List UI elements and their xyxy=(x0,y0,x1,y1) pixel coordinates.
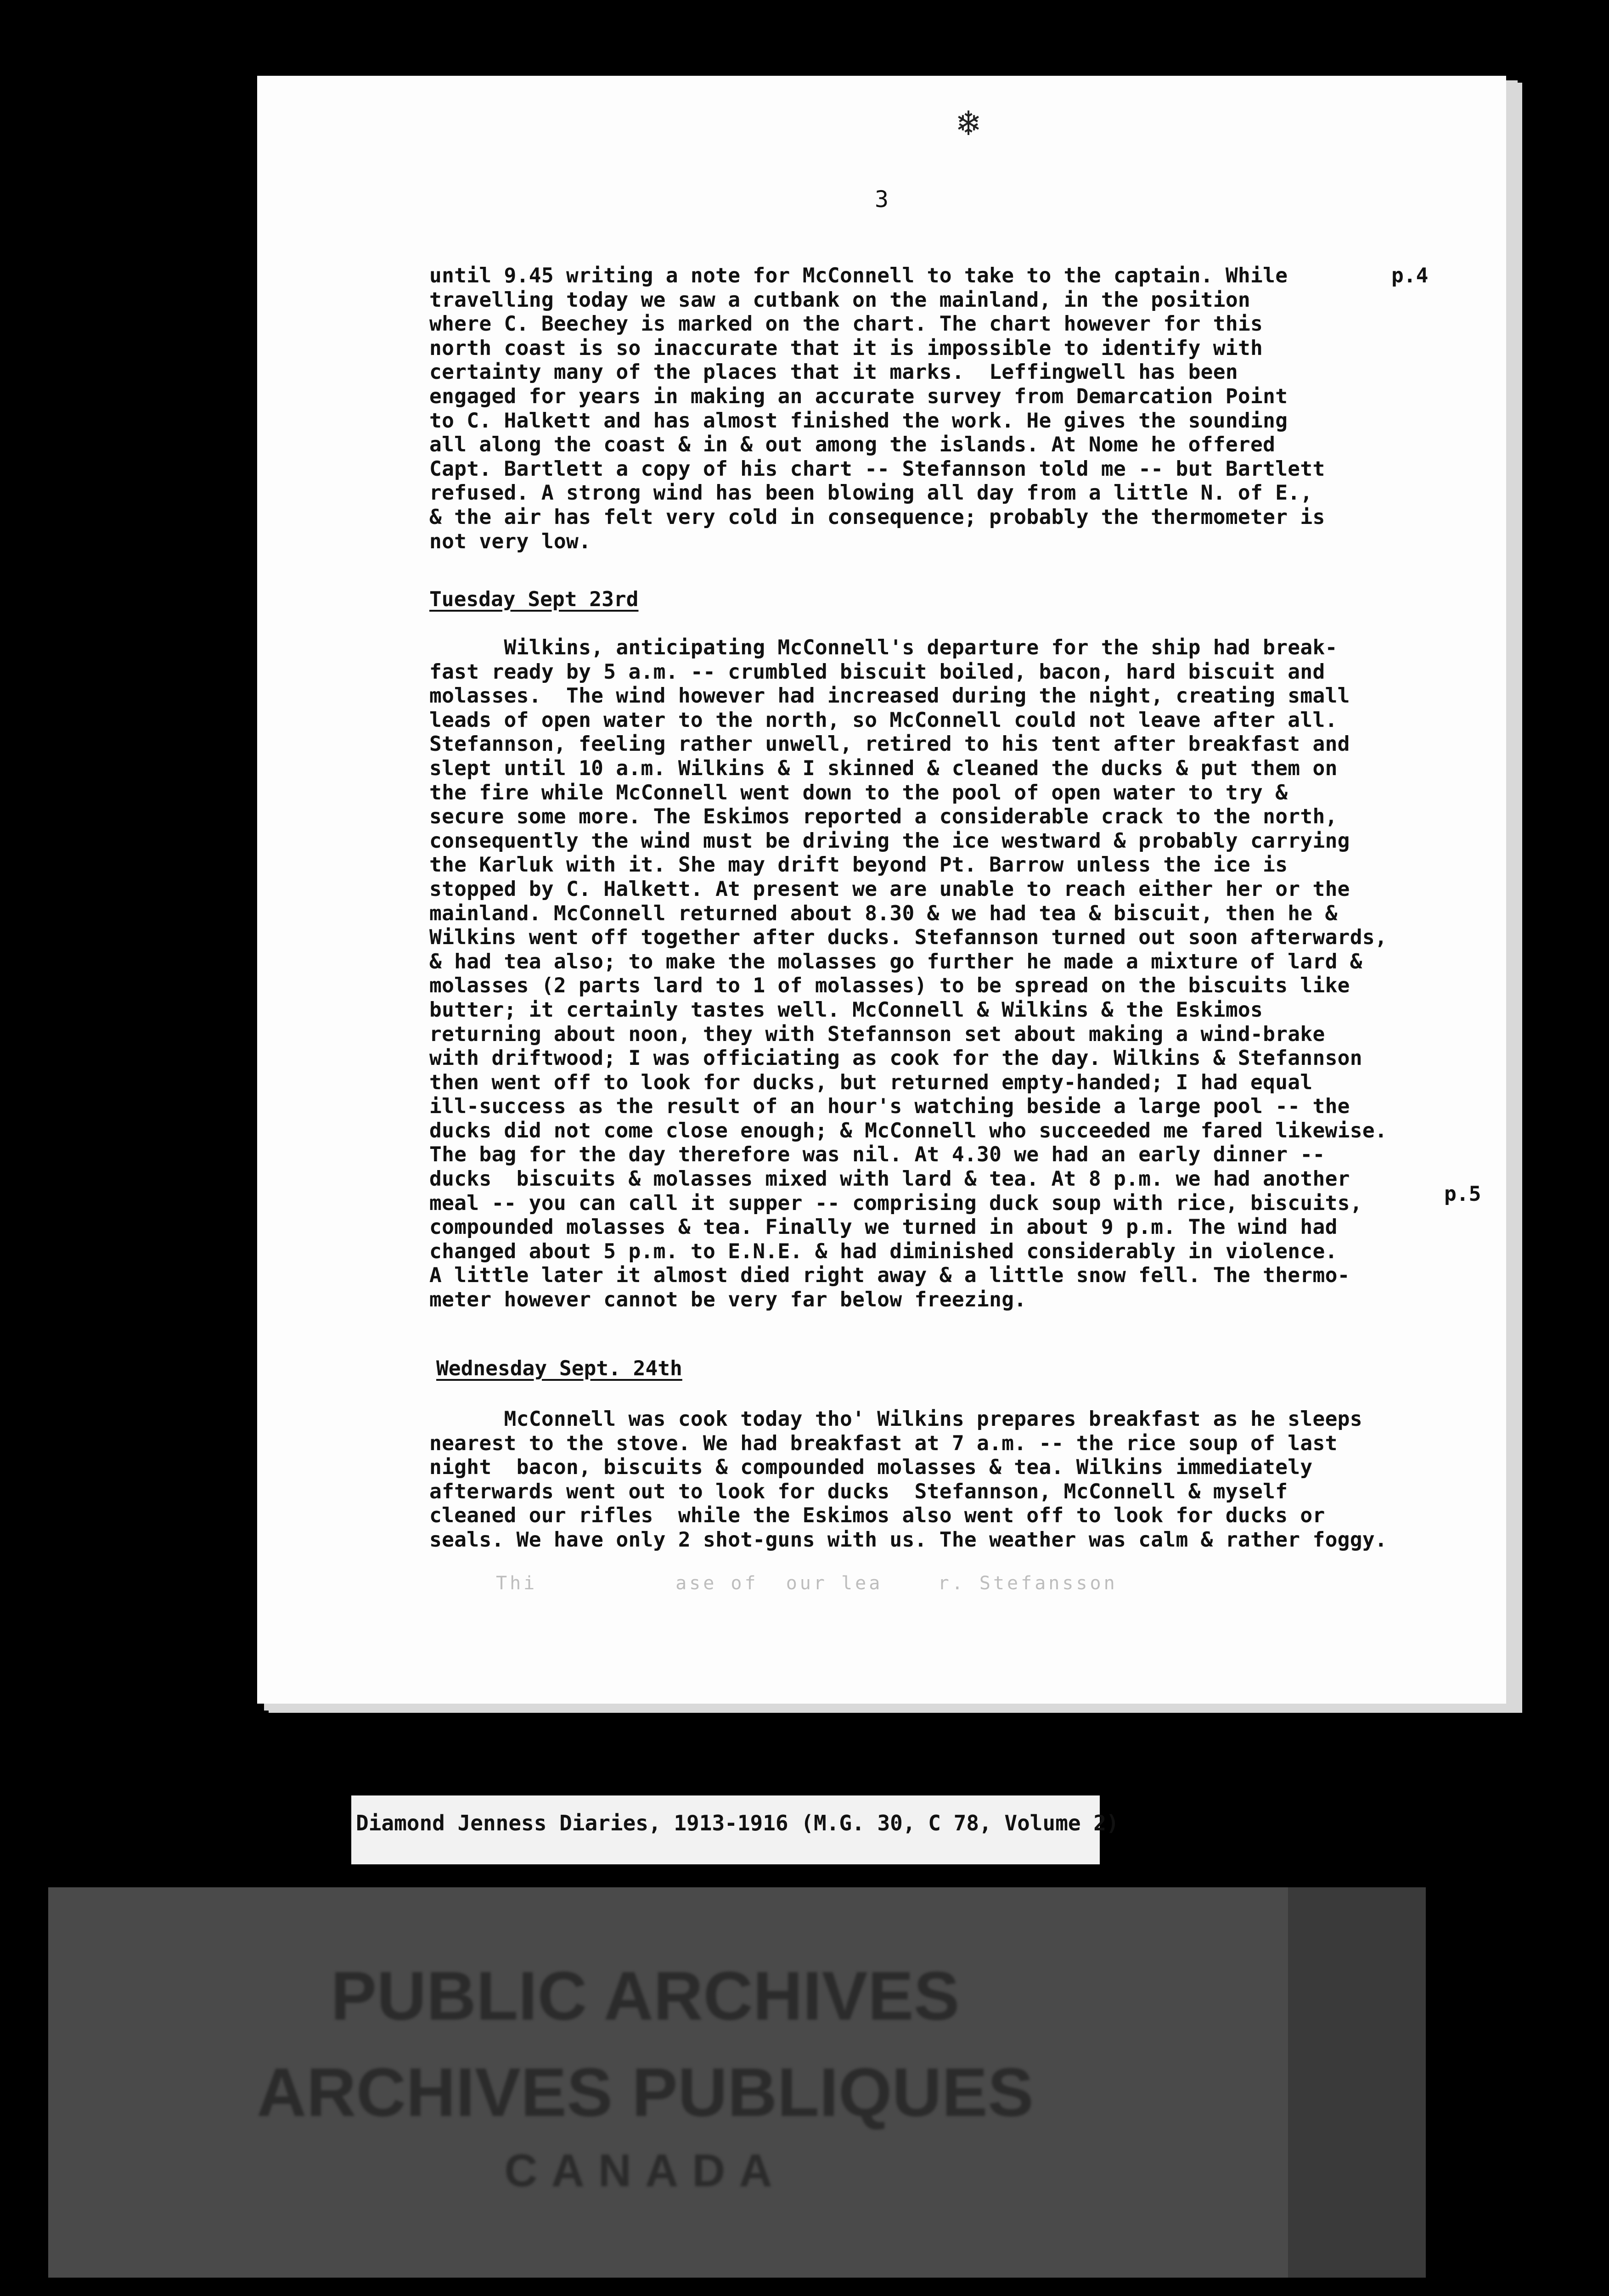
entry-heading-sept-24: Wednesday Sept. 24th xyxy=(436,1357,682,1380)
archives-line-3: CANADA xyxy=(504,2145,786,2196)
archive-caption-label: Diamond Jenness Diaries, 1913-1916 (M.G. 30, C 78, Volume 2) xyxy=(351,1795,1100,1864)
entry-heading-sept-23: Tuesday Sept 23rd xyxy=(429,588,639,611)
paragraph-sept-24: McConnell was cook today tho' Wilkins prepares breakfast as he sleeps nearest to the stove. We had breakfast at 7 a.m. -- the rice soup of last night bacon, biscuits & compounded molasses & tea. Wilkins immediately afterwards went out to look for ducks Stefannson, McConnell & myself cleaned our rifles while the Eskimos also went off to look for ducks or seals. We have only 2 shot-guns with us. The weather was calm & rather foggy. xyxy=(429,1407,1388,1552)
archives-line-2: ARCHIVES PUBLIQUES xyxy=(257,2054,1034,2131)
handwritten-mark-icon: ❄ xyxy=(957,101,980,144)
page-number: 3 xyxy=(874,186,889,213)
margin-note-p5: p.5 xyxy=(1444,1182,1481,1206)
document-page xyxy=(257,76,1506,1704)
margin-note-p4: p.4 xyxy=(1391,264,1429,287)
card-shadow xyxy=(1288,1887,1426,2278)
archives-line-1: PUBLIC ARCHIVES xyxy=(331,1957,960,2034)
faint-bleed-through-text: Thi ase of our lea r. Stefansson xyxy=(496,1573,1118,1594)
archives-stamp-card xyxy=(48,1887,1334,2278)
paragraph-continuation: until 9.45 writing a note for McConnell to take to the captain. While travelling today we saw a cutbank on the mainland, in the position where C. Beechey is marked on the chart. The chart however for this north coast is so inaccurate that it is impossible to identify with certainty many of the places that it marks. Leffingwell has been engaged for years in making an accurate survey from Demarcation Point to C. Halkett and has almost finished the work. He gives the sounding all along the coast & in & out among the islands. At Nome he offered Capt. Bartlett a copy of his chart -- Stefannson told me -- but Bartlett refused. A strong wind has been blowing all day from a little N. of E., & the air has felt very cold in consequence; probably the thermometer is not very low. xyxy=(429,264,1325,553)
paragraph-sept-23: Wilkins, anticipating McConnell's departure for the ship had break- fast ready by 5 a.m. -- crumbled biscuit boiled, bacon, hard biscuit and molasses. The wind however had increased during the night, creating small leads of open water to the north, so McConnell could not leave after all. Stefannson, feeling rather unwell, retired to his tent after breakfast and slept until 10 a.m. Wilkins & I skinned & cleaned the ducks & put them on the fire while McConnell went down to the pool of open water to try & secure some more. The Eskimos reported a considerable crack to the north, consequently the wind must be driving the ice westward & probably carrying the Karluk with it. She may drift beyond Pt. Barrow unless the ice is stopped by C. Halkett. At present we are unable to reach either her or the mainland. McConnell returned about 8.30 & we had tea & biscuit, then he & Wilkins went off together after ducks. Stefannson turned out soon afterwards, & had tea also; to make the molasses go further he made a mixture of lard & molasses (2 parts lard to 1 of molasses) to be spread on the biscuits like butter; it certainly tastes well. McConnell & Wilkins & the Eskimos returning about noon, they with Stefannson set about making a wind-brake with driftwood; I was officiating as cook for the day. Wilkins & Stefannson then went off to look for ducks, but returned empty-handed; I had equal ill-success as the result of an hour's watching beside a large pool -- the ducks did not come close enough; & McConnell who succeeded me fared likewise. The bag for the day therefore was nil. At 4.30 we had an early dinner -- ducks biscuits & molasses mixed with lard & tea. At 8 p.m. we had another meal -- you can call it supper -- comprising duck soup with rice, biscuits, compounded molasses & tea. Finally we turned in about 9 p.m. The wind had changed about 5 p.m. to E.N.E. & had diminished considerably in violence. A little later it almost died right away & a little snow fell. The thermo- meter however cannot be very far below freezing. xyxy=(429,636,1388,1312)
